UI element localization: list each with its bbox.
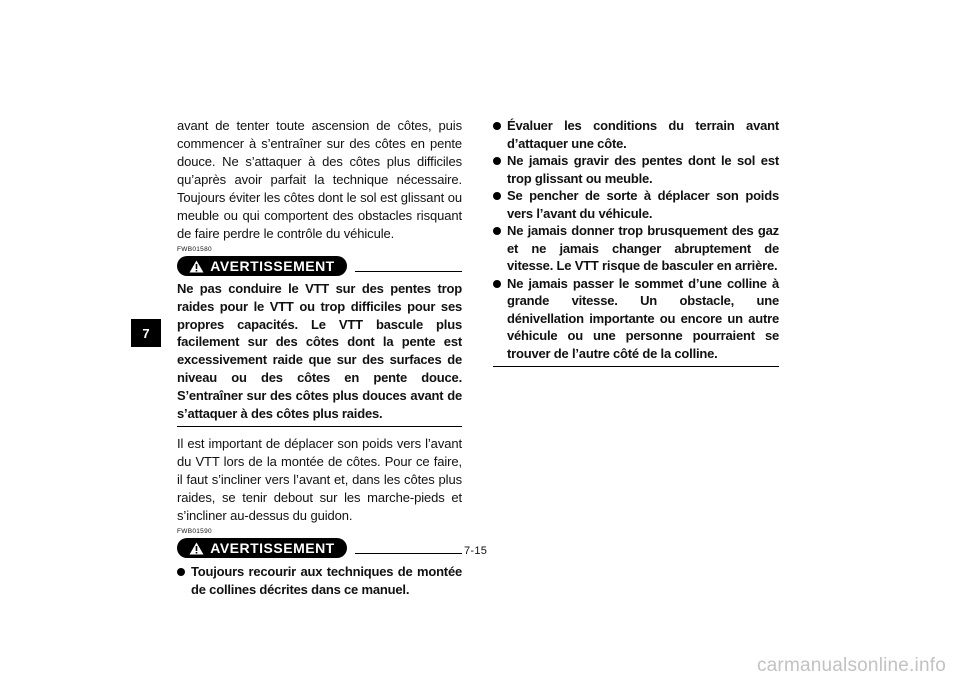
warning-box — [177, 277, 462, 427]
list-item — [177, 563, 462, 598]
right-column — [493, 117, 779, 367]
bullet-icon — [493, 192, 501, 200]
list-item-text: Se pencher de sorte à déplacer son poids vers l’avant du véhicule. — [507, 188, 779, 221]
body-paragraph: Il est important de déplacer son poids vers l’avant du VTT lors de la montée de côtes. Pour ce faire, il faut s’incliner vers l’avant et, dans les côtes plus raides, se tenir debout sur les marche-pieds et s’incliner au-dessus du guidon. — [177, 436, 462, 524]
warning-bullet-list — [177, 563, 462, 598]
chapter-tab: 7 — [131, 319, 161, 347]
bullet-icon — [493, 157, 501, 165]
list-item — [493, 152, 779, 187]
bullet-icon — [493, 122, 501, 130]
bullet-icon — [177, 568, 185, 576]
warning-continuation-box — [493, 117, 779, 367]
list-item-text: Ne jamais donner trop brusquement des gaz et ne jamais changer abruptement de vitesse. Le VTT risque de basculer en arrière. — [507, 223, 779, 273]
warning-rule — [355, 553, 462, 554]
warning-bullet-list — [493, 117, 779, 362]
warning-text: Ne pas conduire le VTT sur des pentes trop raides pour le VTT ou trop difficiles pour ses propres capacités. Le VTT bascule plus facilement sur des côtes dont la pente est excessivement raide que sur des surfaces de niveau ou des côtes en pente douce. S’entraîner sur des côtes plus douces avant de s’attaquer à des côtes plus raides. — [177, 281, 462, 421]
list-item-text: Évaluer les conditions du terrain avant d’attaquer une côte. — [507, 118, 779, 151]
bullet-icon — [493, 227, 501, 235]
warning-header — [177, 255, 462, 277]
list-item-text: Toujours recourir aux techniques de montée de collines décrites dans ce manuel. — [191, 564, 462, 597]
warning-badge — [177, 256, 347, 276]
list-item — [493, 187, 779, 222]
intro-paragraph: avant de tenter toute ascension de côtes, puis commencer à s’entraîner sur des côtes en pente douce. Ne s’attaquer à des côtes plus difficiles qu’après avoir parfait la technique nécessaire. Toujours éviter les côtes dont le sol est glissant ou meuble ou qui comportent des obstacles risquant de faire perdre le contrôle du véhicule. — [177, 118, 462, 241]
warning-badge — [177, 538, 347, 558]
list-item-text: Ne jamais gravir des pentes dont le sol est trop glissant ou meuble. — [507, 153, 779, 186]
warning-code: FWB01580 — [177, 246, 212, 253]
list-item-text: Ne jamais passer le sommet d’une colline à grande vitesse. Un obstacle, une dénivellation importante ou encore un autre véhicule ou une personne pourraient se trouver de l’autre côté de la colline. — [507, 275, 779, 361]
bullet-icon — [493, 280, 501, 288]
list-item — [493, 222, 779, 275]
warning-rule — [355, 271, 462, 272]
warning-label: AVERTISSEMENT — [210, 540, 335, 557]
list-item — [493, 117, 779, 152]
list-item — [493, 275, 779, 363]
watermark: carmanualsonline.info — [756, 655, 946, 676]
warning-triangle-icon — [189, 260, 204, 273]
left-column — [177, 117, 462, 598]
warning-code: FWB01590 — [177, 528, 212, 536]
warning-header — [177, 537, 462, 559]
warning-label: AVERTISSEMENT — [210, 258, 335, 274]
warning-triangle-icon — [189, 542, 204, 555]
page-number: 7-15 — [464, 545, 488, 557]
